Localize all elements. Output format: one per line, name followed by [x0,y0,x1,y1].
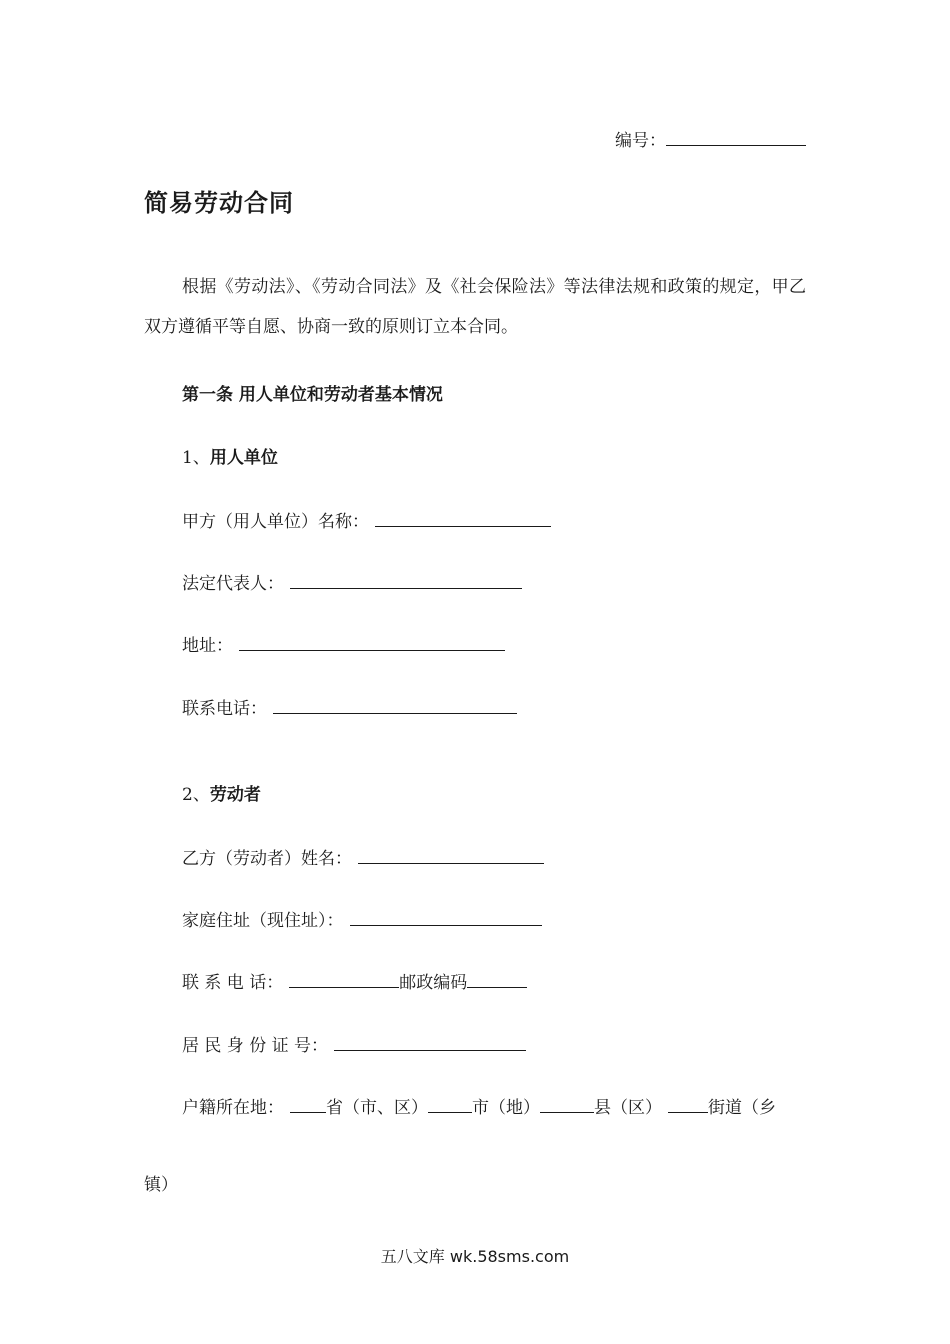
document-number-blank[interactable] [666,131,806,146]
city-blank[interactable] [428,1098,472,1113]
employer-section-heading [182,443,278,468]
province-blank[interactable] [290,1098,326,1113]
employer-heading-label: 用人单位 [209,448,278,468]
employer-phone-blank[interactable] [273,699,517,714]
legal-rep-field [182,569,522,594]
employer-address-blank[interactable] [239,636,505,651]
employer-name-blank[interactable] [375,512,551,527]
id-number-field [182,1031,526,1056]
city-label: 市（地） [472,1098,540,1118]
employer-name-field [182,507,551,532]
worker-name-blank[interactable] [358,849,544,864]
county-label: 县（区） [594,1098,662,1118]
employer-phone-label: 联系电话： [182,699,267,719]
worker-phone-blank[interactable] [289,973,399,988]
province-label: 省（市、区） [326,1098,428,1118]
county-blank[interactable] [540,1098,594,1113]
worker-heading-number: 2、 [182,785,210,805]
hukou-field [182,1093,776,1118]
id-number-blank[interactable] [334,1036,526,1051]
page-title: 简易劳动合同 [144,189,294,217]
footer-watermark: 五八文库 wk.58sms.com [380,1247,570,1266]
document-number-label: 编号： [615,131,666,151]
worker-name-field [182,844,544,869]
intro-paragraph: 根据《劳动法》、《劳动合同法》及《社会保险法》等法律法规和政策的规定，甲乙双方遵循平等自愿、协商一致的原则订立本合同。 [144,277,806,337]
legal-rep-label: 法定代表人： [182,574,284,594]
document-number [615,126,806,151]
employer-address-field [182,631,505,656]
employer-address-label: 地址： [182,636,233,656]
worker-name-label: 乙方（劳动者）姓名： [182,849,352,869]
worker-heading-label: 劳动者 [209,785,261,805]
article-1-heading: 第一条 用人单位和劳动者基本情况 [182,385,443,405]
street-label: 街道（乡 [708,1098,776,1118]
postcode-label: 邮政编码 [399,973,468,993]
home-address-field [182,906,542,931]
employer-name-label: 甲方（用人单位）名称： [182,512,369,532]
employer-phone-field [182,694,517,719]
hukou-field-continued: 镇） [144,1175,178,1195]
home-address-label: 家庭住址（现住址）： [182,911,344,931]
id-number-label: 居 民 身 份 证 号： [182,1036,329,1056]
worker-phone-field [182,968,527,993]
postcode-blank[interactable] [467,973,527,988]
street-blank[interactable] [668,1098,708,1113]
worker-phone-label: 联 系 电 话： [182,973,284,993]
employer-heading-number: 1、 [182,448,210,468]
home-address-blank[interactable] [350,911,542,926]
hukou-label: 户籍所在地： [182,1098,284,1118]
worker-section-heading [182,780,261,805]
legal-rep-blank[interactable] [290,574,522,589]
